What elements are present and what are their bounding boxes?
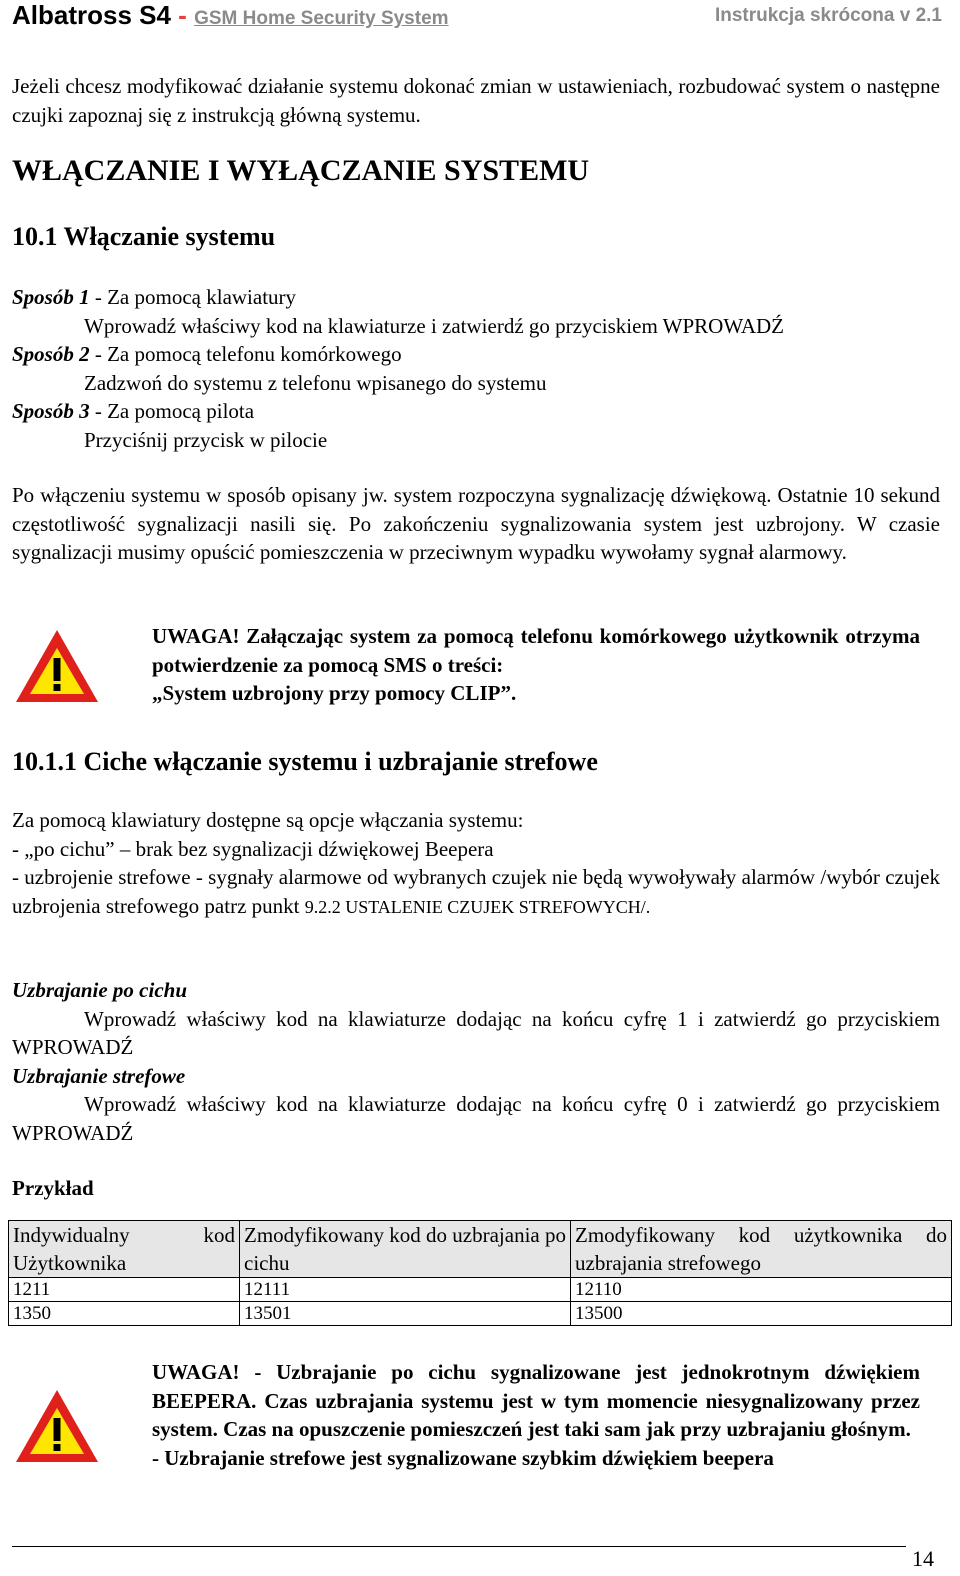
option-silent: - „po cichu” – brak bez sygnalizacji dźwiękowej Beepera	[12, 836, 494, 861]
brand-separator: -	[170, 0, 195, 30]
method-1-desc: Wprowadź właściwy kod na klawiaturze i zatwierdź go przyciskiem WPROWADŹ	[84, 313, 784, 338]
silent-arming-block	[12, 976, 940, 1147]
warning-1-text	[152, 622, 920, 708]
document-title: Instrukcja skrócona v 2.1	[714, 5, 942, 26]
method-3-separator: -	[89, 399, 108, 423]
warning-1-body: UWAGA! Załączając system za pomocą telefonu komórkowego użytkownik otrzyma potwierdzenie za pomocą SMS o treści:	[152, 624, 920, 677]
warning-2-zone-note: - Uzbrajanie strefowe jest sygnalizowane szybkim dźwiękiem beepera	[152, 1445, 774, 1470]
method-3-label: Sposób 3	[12, 399, 90, 423]
table-cell: 13500	[571, 1302, 952, 1326]
footer-divider	[12, 1546, 906, 1547]
method-3-title: Za pomocą pilota	[107, 399, 255, 423]
zone-arming-desc: Wprowadź właściwy kod na klawiaturze dodając na końcu cyfrę 0 i zatwierdź go przyciskiem WPROWADŹ	[12, 1092, 940, 1145]
table-cell: 13501	[240, 1302, 571, 1326]
method-1-separator: -	[89, 285, 108, 309]
subsection-title: 10.1 Włączanie systemu	[12, 222, 276, 251]
warning-1-quote: „System uzbrojony przy pomocy CLIP”.	[152, 681, 517, 705]
silent-arming-title: Uzbrajanie po cichu	[12, 978, 188, 1002]
warning-2-body: UWAGA! - Uzbrajanie po cichu sygnalizowane jest jednokrotnym dźwiękiem BEEPERA. Czas uzbrajania systemu jest w tym momencie niesygnalizowany przez system. Czas na opuszczenie pomieszczeń jest taki sam jak przy uzbrajaniu głośnym.	[152, 1360, 920, 1441]
table-header-cell: Indywidualny kod Użytkownika	[9, 1221, 240, 1278]
method-1-label: Sposób 1	[12, 285, 90, 309]
page-header	[12, 0, 942, 34]
method-2-desc: Zadzwoń do systemu z telefonu wpisanego do systemu	[84, 370, 547, 395]
method-2-label: Sposób 2	[12, 342, 90, 366]
zone-arming-title: Uzbrajanie strefowe	[12, 1063, 186, 1088]
table-cell: 12111	[240, 1278, 571, 1302]
table-cell: 1350	[9, 1302, 240, 1326]
arming-paragraph: Po włączeniu systemu w sposób opisany jw. system rozpoczyna sygnalizację dźwiękową. Ostatnie 10 sekund częstotliwość sygnalizacji nasili się. Po zakończeniu sygnalizowania system jest uzbrojony. W czasie sygnalizacji musimy opuścić pomieszczenia w przeciwnym wypadku wywołamy sygnał alarmowy.	[12, 483, 940, 564]
method-1-title: Za pomocą klawiatury	[107, 285, 297, 309]
table-header-cell: Zmodyfikowany kod do uzbrajania po cichu	[240, 1221, 571, 1278]
brand-name: Albatross S4	[12, 0, 171, 30]
options-block	[12, 806, 940, 921]
method-2-heading	[12, 340, 940, 369]
methods-list	[12, 283, 940, 454]
options-intro: Za pomocą klawiatury dostępne są opcje włączania systemu:	[12, 808, 524, 832]
table-header-cell: Zmodyfikowany kod użytkownika do uzbrajania strefowego	[571, 1221, 952, 1278]
method-1-heading	[12, 283, 940, 312]
silent-arming-desc: Wprowadź właściwy kod na klawiaturze dodając na końcu cyfrę 1 i zatwierdź go przyciskiem WPROWADŹ	[12, 1006, 940, 1059]
intro-paragraph: Jeżeli chcesz modyfikować działanie systemu dokonać zmian w ustawieniach, rozbudować system o następne czujki zapoznaj się z instrukcją główną systemu.	[12, 74, 940, 127]
subsection-2-title: 10.1.1 Ciche włączanie systemu i uzbrajanie strefowe	[12, 747, 598, 776]
option-zone-text: - uzbrojenie strefowe - sygnały alarmowe od wybranych czujek nie będą wywoływały alarmów /wybór czujek uzbrojenia strefowego patrz punkt	[12, 865, 940, 918]
table-row	[9, 1302, 952, 1326]
method-2-title: Za pomocą telefonu komórkowego	[107, 342, 402, 366]
page-number: 14	[912, 1546, 934, 1571]
table-cell: 12110	[571, 1278, 952, 1302]
method-3-desc: Przyciśnij przycisk w pilocie	[84, 427, 328, 452]
option-zone	[12, 863, 940, 921]
brand-title	[12, 0, 449, 31]
warning-2-text	[152, 1358, 920, 1472]
method-3-heading	[12, 397, 940, 426]
table-row	[9, 1278, 952, 1302]
brand-subtitle-link[interactable]: GSM Home Security System	[194, 8, 449, 29]
example-title: Przykład	[12, 1176, 94, 1200]
table-header-row	[9, 1221, 952, 1278]
example-table	[8, 1220, 952, 1326]
table-cell: 1211	[9, 1278, 240, 1302]
warning-triangle-icon	[14, 1388, 100, 1470]
method-2-separator: -	[89, 342, 108, 366]
option-zone-ref: 9.2.2 USTALENIE CZUJEK STREFOWYCH/.	[304, 896, 651, 917]
warning-triangle-icon	[14, 628, 100, 710]
section-title: WŁĄCZANIE I WYŁĄCZANIE SYSTEMU	[12, 154, 590, 187]
